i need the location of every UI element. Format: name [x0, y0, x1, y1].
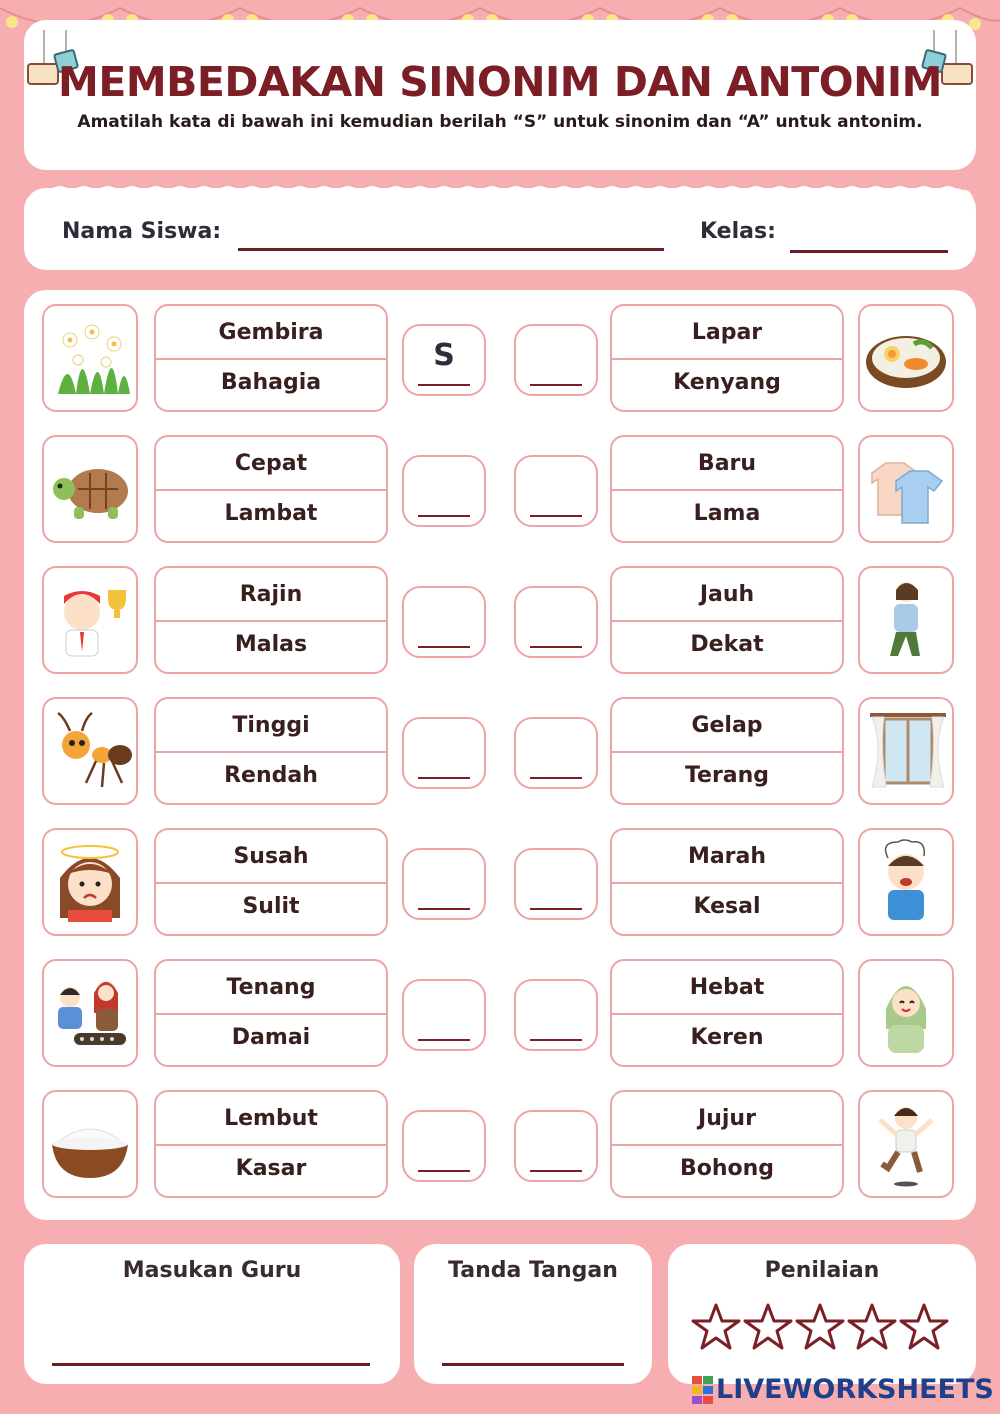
word-top: Jujur: [698, 1106, 756, 1131]
student-name-label: Nama Siswa:: [62, 219, 222, 244]
word-divider: [156, 358, 386, 360]
star-icon[interactable]: [742, 1302, 794, 1352]
word-pair-box: [610, 304, 844, 412]
answer-input[interactable]: [514, 717, 598, 789]
word-pair-box: [610, 959, 844, 1067]
answer-input[interactable]: [514, 324, 598, 396]
word-divider: [156, 620, 386, 622]
answer-underline: [418, 1039, 470, 1041]
word-top: Jauh: [699, 582, 755, 607]
answer-underline: [530, 384, 582, 386]
rating-label: Penilaian: [764, 1258, 880, 1283]
angry-boy-icon: [864, 838, 948, 926]
turtle-icon: [48, 445, 132, 533]
word-divider: [612, 882, 842, 884]
word-divider: [612, 751, 842, 753]
class-label: Kelas:: [700, 219, 776, 244]
flour-bowl-picture: [42, 1090, 138, 1198]
word-divider: [612, 620, 842, 622]
answer-underline: [418, 908, 470, 910]
word-top: Lapar: [691, 320, 763, 345]
walking-girl-icon: [864, 576, 948, 664]
student-trophy-icon: [48, 576, 132, 664]
answer-underline: [418, 515, 470, 517]
jumping-boy-picture: [858, 1090, 954, 1198]
answer-input[interactable]: [402, 979, 486, 1051]
flour-bowl-icon: [48, 1100, 132, 1188]
kids-playing-picture: [42, 959, 138, 1067]
page-title: MEMBEDAKAN SINONIM DAN ANTONIM: [58, 58, 942, 106]
word-pair-box: [154, 435, 388, 543]
word-divider: [156, 751, 386, 753]
star-icon[interactable]: [690, 1302, 742, 1352]
answer-input[interactable]: [514, 848, 598, 920]
answer-input[interactable]: [514, 455, 598, 527]
food-plate-picture: [858, 304, 954, 412]
answer-underline: [530, 908, 582, 910]
answer-underline: [530, 1039, 582, 1041]
answer-input[interactable]: [514, 979, 598, 1051]
answer-input[interactable]: [514, 1110, 598, 1182]
kids-playing-icon: [48, 969, 132, 1057]
word-divider: [156, 882, 386, 884]
word-divider: [612, 358, 842, 360]
word-bottom: Lama: [693, 501, 761, 526]
star-icon[interactable]: [794, 1302, 846, 1352]
word-top: Susah: [233, 844, 309, 869]
word-top: Marah: [687, 844, 767, 869]
word-divider: [156, 1144, 386, 1146]
answer-underline: [530, 1170, 582, 1172]
answer-text: S: [433, 338, 455, 373]
walking-girl-picture: [858, 566, 954, 674]
star-icon[interactable]: [898, 1302, 950, 1352]
answer-underline: [418, 777, 470, 779]
word-bottom: Damai: [231, 1025, 311, 1050]
answer-input[interactable]: [402, 324, 486, 396]
ant-icon: [48, 707, 132, 795]
word-bottom: Bohong: [679, 1156, 775, 1181]
word-bottom: Malas: [234, 632, 308, 657]
answer-input[interactable]: [402, 455, 486, 527]
angry-boy-picture: [858, 828, 954, 936]
liveworksheets-logo-icon: [692, 1376, 714, 1404]
word-bottom: Rendah: [224, 763, 318, 788]
word-top: Gelap: [691, 713, 763, 738]
shirts-icon: [864, 445, 948, 533]
jumping-boy-icon: [864, 1100, 948, 1188]
answer-input[interactable]: [402, 717, 486, 789]
signature-label: Tanda Tangan: [448, 1258, 618, 1283]
word-divider: [612, 489, 842, 491]
turtle-picture: [42, 435, 138, 543]
grass-flowers-icon: [48, 314, 132, 402]
liveworksheets-watermark: LIVEWORKSHEETS: [716, 1374, 994, 1405]
window-picture: [858, 697, 954, 805]
word-pair-box: [610, 697, 844, 805]
word-bottom: Bahagia: [220, 370, 322, 395]
answer-underline: [530, 646, 582, 648]
word-pair-box: [154, 1090, 388, 1198]
teacher-feedback-panel: [24, 1244, 400, 1384]
food-plate-icon: [864, 314, 948, 402]
word-bottom: Keren: [690, 1025, 764, 1050]
window-icon: [864, 707, 948, 795]
shirts-picture: [858, 435, 954, 543]
dizzy-girl-picture: [42, 828, 138, 936]
word-top: Tenang: [226, 975, 316, 1000]
word-bottom: Lambat: [224, 501, 318, 526]
student-trophy-picture: [42, 566, 138, 674]
instruction-text: Amatilah kata di bawah ini kemudian berilah “S” untuk sinonim dan “A” untuk antonim.: [77, 112, 923, 132]
word-pair-box: [154, 697, 388, 805]
scallop-border: [24, 178, 976, 206]
class-field[interactable]: [790, 250, 948, 253]
word-top: Rajin: [239, 582, 303, 607]
answer-input[interactable]: [402, 1110, 486, 1182]
rating-panel: [668, 1244, 976, 1384]
word-top: Hebat: [689, 975, 765, 1000]
word-pair-box: [154, 566, 388, 674]
answer-input[interactable]: [514, 586, 598, 658]
hijab-girl-icon: [864, 969, 948, 1057]
student-name-field[interactable]: [238, 248, 664, 251]
word-top: Cepat: [234, 451, 308, 476]
word-bottom: Kesal: [693, 894, 761, 919]
rating-stars: [690, 1302, 950, 1356]
word-bottom: Dekat: [690, 632, 764, 657]
word-top: Gembira: [218, 320, 324, 345]
word-divider: [612, 1013, 842, 1015]
word-bottom: Terang: [684, 763, 770, 788]
hijab-girl-picture: [858, 959, 954, 1067]
answer-underline: [530, 515, 582, 517]
word-pair-box: [610, 828, 844, 936]
word-pair-box: [610, 566, 844, 674]
answer-underline: [418, 384, 470, 386]
word-pair-box: [154, 959, 388, 1067]
dizzy-girl-icon: [48, 838, 132, 926]
word-pair-box: [154, 304, 388, 412]
answer-input[interactable]: [402, 586, 486, 658]
word-bottom: Sulit: [242, 894, 300, 919]
answer-underline: [530, 777, 582, 779]
word-divider: [156, 1013, 386, 1015]
word-pair-box: [610, 1090, 844, 1198]
teacher-feedback-label: Masukan Guru: [122, 1258, 302, 1283]
word-top: Baru: [697, 451, 757, 476]
word-bottom: Kasar: [235, 1156, 307, 1181]
answer-underline: [418, 646, 470, 648]
grass-flowers-picture: [42, 304, 138, 412]
word-top: Tinggi: [232, 713, 310, 738]
signature-panel: [414, 1244, 652, 1384]
word-divider: [612, 1144, 842, 1146]
teacher-feedback-field[interactable]: [52, 1363, 370, 1366]
word-divider: [156, 489, 386, 491]
word-bottom: Kenyang: [673, 370, 781, 395]
word-top: Lembut: [224, 1106, 318, 1131]
star-icon[interactable]: [846, 1302, 898, 1352]
answer-underline: [418, 1170, 470, 1172]
ant-picture: [42, 697, 138, 805]
word-pair-box: [610, 435, 844, 543]
word-pair-box: [154, 828, 388, 936]
answer-input[interactable]: [402, 848, 486, 920]
signature-field[interactable]: [442, 1363, 624, 1366]
